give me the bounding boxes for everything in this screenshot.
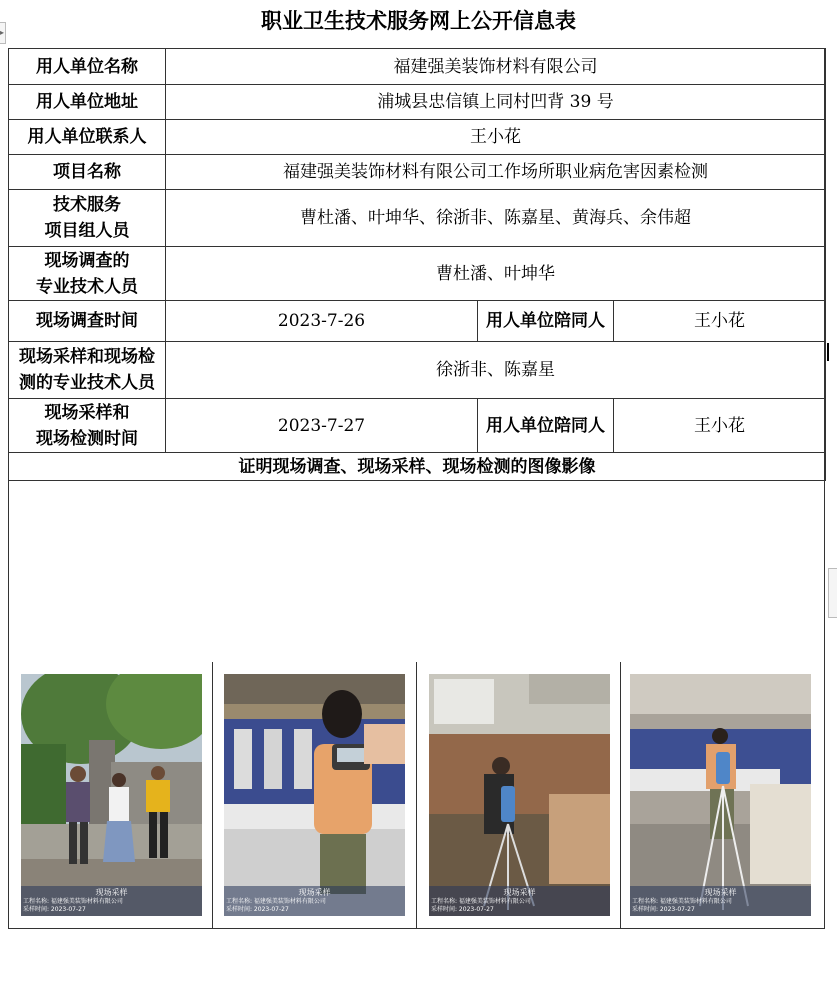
- page-title: 职业卫生技术服务网上公开信息表: [261, 8, 576, 33]
- project-name-label: 项目名称: [9, 155, 166, 190]
- project-name-value: 福建强美装饰材料有限公司工作场所职业病危害因素检测: [166, 155, 826, 190]
- unit-name-label: 用人单位名称: [9, 49, 166, 85]
- photo-cell: [8, 662, 213, 929]
- photo-caption: 现场采样: [298, 888, 331, 897]
- workshop-tripod-photo: [630, 674, 811, 916]
- table-row: [9, 399, 826, 453]
- project-team-label-line1: 技术服务: [53, 195, 121, 215]
- sampling-time-label: [9, 399, 166, 453]
- project-team-label-line2: 项目组人员: [44, 221, 130, 241]
- photo-meta-line2: 采样时间: 2023-07-27: [632, 906, 695, 913]
- survey-staff-value: 曹杜潘、叶坤华: [166, 247, 826, 301]
- photo-meta-line1: 工程名称: 福建强美装饰材料有限公司: [431, 898, 531, 905]
- photo-cell: [416, 662, 621, 929]
- photo-caption: 现场采样: [704, 888, 737, 897]
- site-photo[interactable]: [224, 674, 405, 916]
- survey-staff-label-line2: 专业技术人员: [36, 276, 138, 297]
- people-standing-photo: [21, 674, 202, 916]
- photo-strip: [8, 662, 825, 929]
- sampling-time-value: 2023-7-27: [166, 399, 478, 453]
- survey-staff-label: [9, 247, 166, 301]
- collapse-arrow-icon[interactable]: ▸: [0, 22, 6, 44]
- table-row: [9, 453, 826, 481]
- photo-cell: [212, 662, 417, 929]
- photo-meta-line1: 工程名称: 福建强美装饰材料有限公司: [226, 898, 326, 905]
- photo-meta-line1: 工程名称: 福建强美装饰材料有限公司: [632, 898, 732, 905]
- photo-meta-line2: 采样时间: 2023-07-27: [23, 906, 86, 913]
- unit-address-value: 浦城县忠信镇上同村凹背 39 号: [166, 85, 826, 120]
- table-row: [9, 120, 826, 155]
- sampling-time-label-line1: 现场采样和: [44, 402, 130, 423]
- sampling-companion-value: 王小花: [614, 399, 826, 453]
- project-team-label: [9, 190, 166, 247]
- site-photo[interactable]: [630, 674, 811, 916]
- sampling-staff-label-line2: 测的专业技术人员: [19, 373, 155, 393]
- project-team-value: 曹杜潘、叶坤华、徐浙非、陈嘉星、黄海兵、余伟超: [166, 190, 826, 247]
- table-row: [9, 342, 826, 399]
- unit-name-value: 福建强美装饰材料有限公司: [166, 49, 826, 85]
- survey-staff-label-line1: 现场调查的: [44, 250, 130, 271]
- site-photo[interactable]: [429, 674, 610, 916]
- tripod-detector-photo: [429, 674, 610, 916]
- scroll-handle[interactable]: [828, 568, 837, 618]
- photo-meta: [632, 898, 809, 914]
- photo-meta-line1: 工程名称: 福建强美装饰材料有限公司: [23, 898, 123, 905]
- photo-caption: 现场采样: [503, 888, 536, 897]
- survey-time-label: 现场调查时间: [9, 301, 166, 342]
- sampling-time-label-line2: 现场检测时间: [36, 428, 138, 449]
- table-row: [9, 155, 826, 190]
- photo-meta: [23, 898, 200, 914]
- survey-companion-label: 用人单位陪同人: [478, 301, 614, 342]
- evidence-heading: 证明现场调查、现场采样、现场检测的图像影像: [9, 453, 826, 481]
- text-cursor: [827, 343, 829, 361]
- sampling-staff-value: 徐浙非、陈嘉星: [166, 342, 826, 399]
- survey-time-value: 2023-7-26: [166, 301, 478, 342]
- table-row: [9, 190, 826, 247]
- photo-meta: [226, 898, 403, 914]
- sampling-staff-label-line1: 现场采样和现场检: [19, 347, 155, 367]
- table-row: [9, 247, 826, 301]
- sampling-operator-photo: [224, 674, 405, 916]
- sampling-companion-label: 用人单位陪同人: [478, 399, 614, 453]
- photo-meta-line2: 采样时间: 2023-07-27: [226, 906, 289, 913]
- photo-cell: [620, 662, 825, 929]
- site-photo[interactable]: [21, 674, 202, 916]
- unit-contact-value: 王小花: [166, 120, 826, 155]
- photo-caption: 现场采样: [95, 888, 128, 897]
- table-row: [9, 85, 826, 120]
- photo-meta-line2: 采样时间: 2023-07-27: [431, 906, 494, 913]
- table-row: [9, 301, 826, 342]
- survey-companion-value: 王小花: [614, 301, 826, 342]
- unit-contact-label: 用人单位联系人: [9, 120, 166, 155]
- table-row: [9, 49, 826, 85]
- photo-meta: [431, 898, 608, 914]
- info-table: [8, 48, 826, 481]
- sampling-staff-label: [9, 342, 166, 399]
- unit-address-label: 用人单位地址: [9, 85, 166, 120]
